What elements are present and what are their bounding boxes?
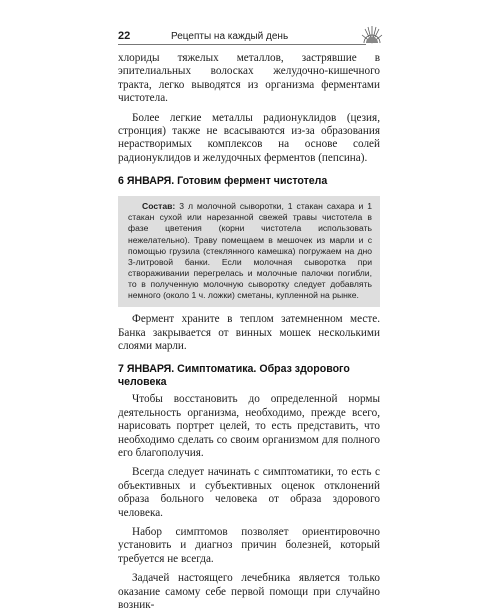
paragraph-diagnosis: Набор симптомов позволяет ориентировочно установить и диагноз причин болезней, который требуется не всегда. bbox=[118, 525, 380, 565]
running-title: Рецепты на каждый день bbox=[171, 31, 289, 42]
recipe-box bbox=[118, 196, 380, 307]
paragraph-light-metals: Более легкие металлы радионуклидов (цезия, стронция) также не всасываются из-за образования нерастворимых комплексов на основе солей радионуклидов и желудочных ферментов (пепсина). bbox=[118, 111, 380, 164]
paragraph-continued: хлориды тяжелых металлов, застрявшие в эпителиальных волосках желудочно-кишечного тракта, легко выводятся из организма ферментами чистотела. bbox=[118, 52, 380, 105]
section-title-jan-7: 7 ЯНВАРЯ. Симптоматика. Образ здорового человека bbox=[118, 363, 350, 389]
header-rule bbox=[118, 44, 366, 45]
page-number: 22 bbox=[118, 30, 131, 42]
page-body bbox=[118, 52, 380, 612]
section-title-jan-6: 6 ЯНВАРЯ. Готовим фермент чистотела bbox=[118, 175, 328, 188]
paragraph-storage: Фермент храните в теплом затемненном месте. Банка закрывается от винных мошек несколькими слоями марли. bbox=[118, 313, 380, 352]
sun-ornament-icon bbox=[360, 23, 384, 47]
paragraph-restore: Чтобы восстановить до определенной нормы деятельность организма, необходимо, прежде всего, нарисовать портрет целей, то есть представить, что необходимо сделать со своим организмом для полного его благополучия. bbox=[118, 393, 380, 459]
recipe-text bbox=[128, 201, 372, 301]
page-header bbox=[118, 25, 380, 47]
paragraph-first-aid: Задачей настоящего лечебника является только оказание самому себе первой помощи при случайно возник- bbox=[118, 572, 380, 611]
recipe-body: 3 л молочной сыворотки, 1 стакан сахара и 1 стакан сухой или нарезанной свежей травы чистотела в фазе цветения (корни чистотела использовать нежелательно). Траву помещаем в мешочек из марли и с помощью грузила (стеклянного камешка) погружаем на дно 3-литровой банки. Если молочная сыворотка при створаживании перегрелась и молочные палочки погибли, то в полученную молочную сыворотку следует добавлять немного (около 1 ч. ложки) сметаны, купленной на рынке. bbox=[128, 201, 372, 300]
recipe-label: Состав: bbox=[142, 201, 176, 212]
paragraph-symptoms: Всегда следует начинать с симптоматики, то есть с объективных и субъективных оценок отклонений образа больного человека от образа здорового человека. bbox=[118, 466, 380, 519]
